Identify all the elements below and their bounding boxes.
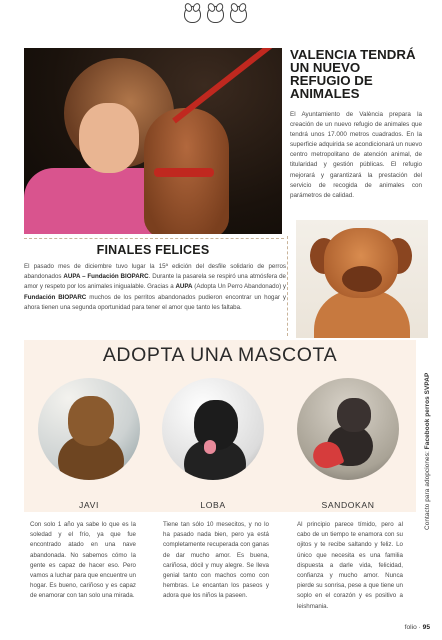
pet-name-javi: JAVI — [79, 500, 99, 510]
paw-icon — [207, 6, 224, 23]
paw-icon — [230, 6, 247, 23]
pet-desc-javi: Con solo 1 año ya sabe lo que es la soledad y el frío, ya que fue encontrado atado en una nave abandonada. No sabemos cómo la gente es capaz de hacer eso. Pero vamos a luchar para que encuentre un hogar. Es bueno, cariñoso y es capaz de enamorar con tan solo una mirada. — [30, 521, 136, 600]
pet-photo-loba — [162, 378, 264, 480]
pet-name-loba: LOBA — [200, 500, 226, 510]
article-body: El Ayuntamiento de València prepara la creación de un nuevo refugio de animales que tendrá unos 17.000 metros cuadrados. En la superficie adquirida se acondicionará un nuevo centro metropolitano de atención animal, de titularidad y gestión públicas. El refugio mejorará y garantizará la prestación del servicio de recogida de animales con parámetros de calidad. — [290, 111, 422, 199]
paw-icon — [184, 6, 201, 23]
divider — [24, 238, 284, 239]
article-headline: VALENCIA TENDRÁ UN NUEVO REFUGIO DE ANIMALES — [290, 47, 416, 101]
adopta-title: ADOPTA UNA MASCOTA — [102, 344, 338, 366]
felices-title: FINALES FELICES — [96, 243, 210, 257]
page-folio: folio · 95 — [404, 624, 430, 631]
girl-with-dog-photo — [24, 48, 282, 234]
pet-desc-sandokan: Al principio parece tímido, pero al cabo de un tiempo te enamora con su ojitos y te recibe saltando y feliz. Lo único que necesita es una familia dispuesta a darle vida, felicidad, confianza y mucho amor. Nunca pierde su sonrisa, pese a que tiene un soplo en el corazón y es positivo a leishmania. — [297, 521, 403, 610]
refugio-article — [290, 48, 422, 201]
divider — [287, 236, 288, 336]
felices-body: El pasado mes de diciembre tuvo lugar la 15ª edición del desfile solidario de perros abandonados AUPA – Fundación BIOPARC. Durante la pasarela se respiró una atmósfera de amor y respeto por los animales inigualable. Gracias a AUPA (Adopta Un Perro Abandonado) y Fundación BIOPARC muchos de los perritos abandonados pudieron encontrar un hogar y ahora tienen una segunda oportunidad para tener el amor que tanto les faltaba. — [24, 263, 286, 311]
adoption-contact: Contacto para adopciones: Facebook perros SVPAP — [424, 372, 431, 530]
pet-name-sandokan: SANDOKAN — [321, 500, 375, 510]
pet-desc-loba: Tiene tan sólo 10 mesecitos, y no lo ha pasado nada bien, pero ya está completamente recuperada con ganas de dar mucho amor. Es buena, cariñosa, dócil y muy alegre. Se lleva genial tanto con machos como con hembras. Le encantan los paseos y adora que los niños la paseen. — [163, 521, 269, 600]
pet-photo-sandokan — [297, 378, 399, 480]
paw-icons-header — [184, 6, 247, 30]
pet-photo-javi — [38, 378, 140, 480]
puppy-photo — [296, 220, 428, 338]
